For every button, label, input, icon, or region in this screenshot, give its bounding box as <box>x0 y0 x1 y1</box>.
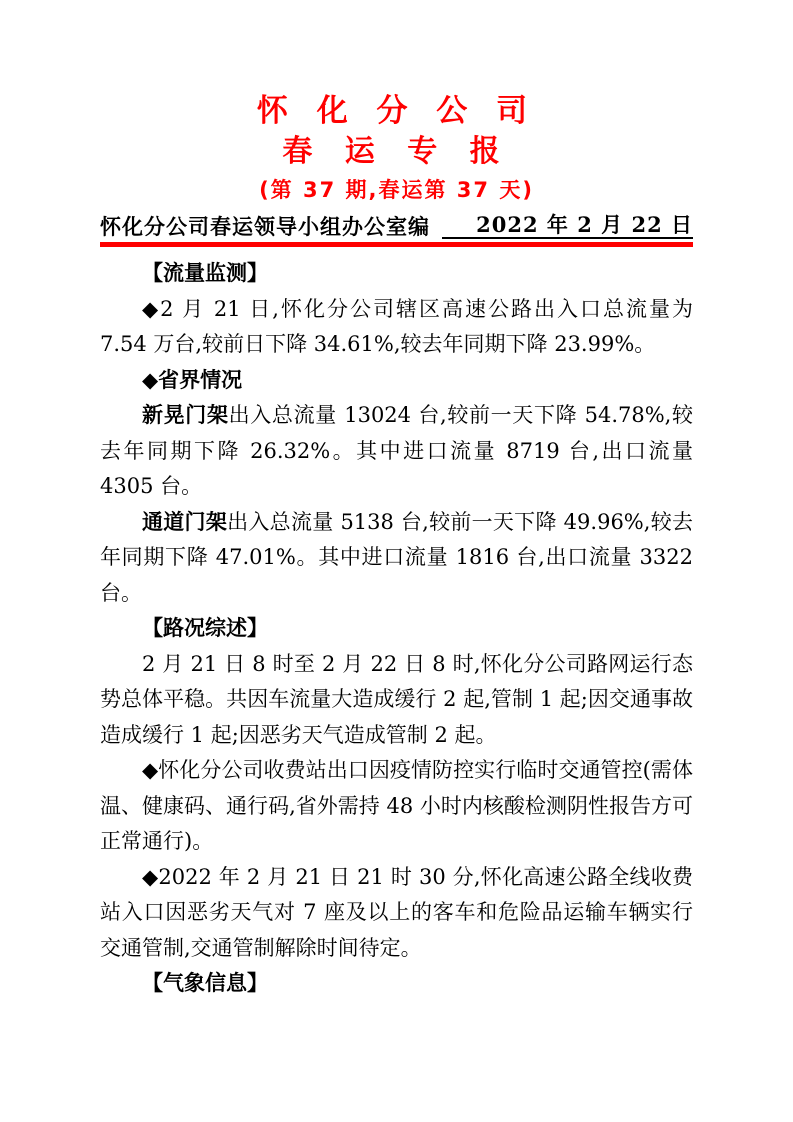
text-run: ◆怀化分公司收费站出口因疫情防控实行临时交通管控(需体温、健康码、通行码,省外需持 48 小时内核酸检测阴性报告方可正常通行)。 <box>100 758 693 853</box>
section-heading <box>100 966 693 1002</box>
paragraph <box>100 505 693 612</box>
bold-text-run: 通道门架 <box>142 509 228 534</box>
bold-text-run: 【流量监测】 <box>142 261 268 285</box>
company-title: 怀 化 分 公 司 <box>256 93 537 129</box>
editor-row <box>100 212 693 239</box>
paragraph <box>100 647 693 754</box>
document-body <box>100 247 693 1002</box>
editor-office-label: 怀化分公司春运领导小组办公室编 <box>100 214 430 239</box>
paragraph <box>100 753 693 860</box>
publish-date: 2022 年 2 月 22 日 <box>442 212 693 239</box>
bold-text-run: 【路况综述】 <box>142 616 268 640</box>
subsection-heading <box>100 363 693 399</box>
text-run: 出入总流量 5138 台,较前一天下降 49.96%,较去年同期下降 47.01%。其中进口流量 1816 台,出口流量 3322 台。 <box>100 509 693 605</box>
bold-text-run: 【气象信息】 <box>142 971 268 995</box>
text-run: ◆2 月 21 日,怀化分公司辖区高速公路出入口总流量为 7.54 万台,较前日下降 34.61%,较去年同期下降 23.99%。 <box>100 296 693 356</box>
document-header <box>0 0 793 247</box>
bold-text-run: 新晃门架 <box>142 403 229 427</box>
paragraph <box>100 292 693 363</box>
section-heading <box>100 611 693 647</box>
text-run: 出入总流量 13024 台,较前一天下降 54.78%,较去年同期下降 26.32%。其中进口流量 8719 台,出口流量 4305 台。 <box>100 403 693 498</box>
issue-number-line: (第 37 期,春运第 37 天) <box>259 178 534 202</box>
text-run: 2 月 21 日 8 时至 2 月 22 日 8 时,怀化分公司路网运行态势总体平稳。共因车流量大造成缓行 2 起,管制 1 起;因交通事故造成缓行 1 起;因恶劣天气造成管制 2 起。 <box>100 651 693 747</box>
paragraph <box>100 398 693 505</box>
bulletin-title: 春 运 专 报 <box>282 134 511 169</box>
paragraph <box>100 860 693 967</box>
text-run: ◆2022 年 2 月 21 日 21 时 30 分,怀化高速公路全线收费站入口因恶劣天气对 7 座及以上的客车和危险品运输车辆实行交通管制,交通管制解除时间待定。 <box>100 864 693 960</box>
bold-text-run: ◆省界情况 <box>142 367 243 392</box>
section-heading <box>100 256 693 292</box>
